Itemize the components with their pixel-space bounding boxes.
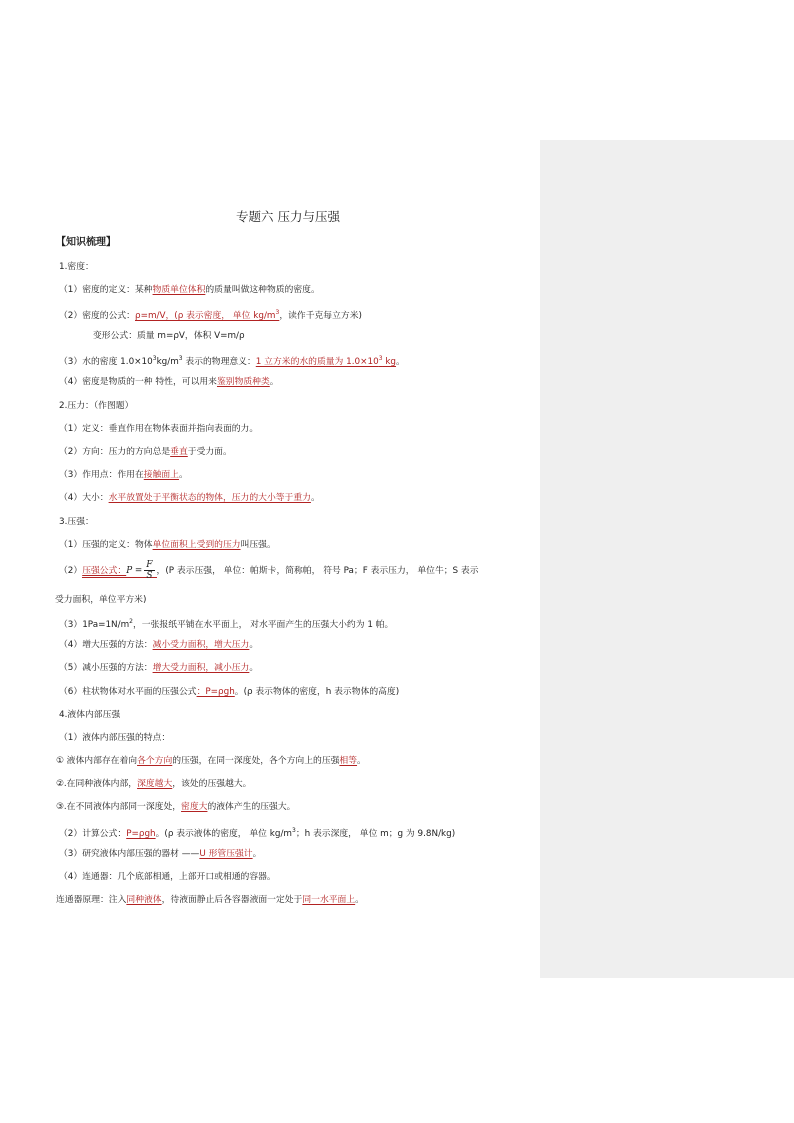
text-segment: （2）计算公式： bbox=[59, 828, 127, 839]
answer-blank: 密度大 bbox=[181, 802, 208, 812]
text-segment: 。 bbox=[178, 470, 188, 480]
liquid-calc-formula bbox=[59, 825, 455, 840]
pascal-definition bbox=[59, 616, 393, 631]
answer-blank bbox=[135, 311, 279, 321]
liquid-feature-3 bbox=[56, 801, 295, 813]
density-property bbox=[59, 376, 279, 388]
text-segment: （5）减小压强的方法： bbox=[59, 663, 153, 673]
superscript: 3 bbox=[292, 827, 296, 834]
liquid-feature-2 bbox=[56, 778, 251, 790]
liquid-heading: 4.液体内部压强 bbox=[59, 710, 121, 720]
answer-blank: 同一水平面上 bbox=[302, 895, 356, 905]
text-segment: 。 bbox=[396, 356, 405, 367]
pressure-formula-continued: 受力面积，单位平方米) bbox=[55, 595, 147, 605]
text-segment: 。 bbox=[310, 493, 320, 503]
answer-blank: 压强公式： bbox=[82, 566, 127, 576]
text-segment: ① 液体内部存在着向 bbox=[56, 756, 138, 766]
answer-blank: 水平放置处于平衡状态的物体，压力的大小等于重力 bbox=[108, 493, 311, 503]
density-variant-formula: 变形公式：质量 m=ρV，体积 V=m/ρ bbox=[93, 331, 245, 341]
text-segment: 1 立方米的水的质量为 1.0×10 bbox=[255, 356, 379, 367]
answer-blank: 垂直 bbox=[170, 447, 188, 457]
text-segment: 。(ρ 表示液体的密度， 单位 kg/m bbox=[155, 828, 292, 839]
text-segment: （4）大小： bbox=[59, 493, 109, 503]
formula-underline bbox=[82, 560, 156, 581]
connected-vessel-principle bbox=[56, 894, 364, 906]
text-segment: 。 bbox=[249, 663, 259, 673]
answer-blank: P=ρgh bbox=[126, 828, 156, 839]
text-segment: 。 bbox=[252, 849, 262, 859]
superscript: 3 bbox=[152, 355, 157, 362]
pressure-force-heading: 2.压力：（作图题） bbox=[59, 401, 134, 411]
water-density bbox=[59, 353, 405, 368]
text-segment: （2）方向：压力的方向总是 bbox=[59, 447, 171, 457]
page-title: 专题六 压力与压强 bbox=[236, 209, 340, 224]
text-segment: （4）增大压强的方法： bbox=[59, 640, 153, 650]
text-segment: ，(P 表示压强， 单位：帕斯卡，简称帕， 符号 Pa；F 表示压力， 单位牛；S 表示 bbox=[156, 566, 479, 576]
text-segment: （3）研究液体内部压强的器材 —— bbox=[59, 849, 200, 859]
text-segment: 叫压强。 bbox=[240, 540, 276, 550]
answer-blank: U 形管压强计 bbox=[199, 849, 253, 859]
pressure-force-direction bbox=[59, 446, 232, 458]
text-segment: （2） bbox=[59, 566, 83, 576]
liquid-feature-1 bbox=[56, 755, 366, 767]
superscript: 2 bbox=[129, 618, 133, 625]
text-segment: ，一张报纸平铺在水平面上， 对水平面产生的压强大小约为 1 帕。 bbox=[133, 619, 394, 630]
text-segment: （2）密度的公式： bbox=[59, 310, 135, 321]
increase-pressure bbox=[59, 639, 258, 651]
pressure-force-definition: （1）定义：垂直作用在物体表面并指向表面的力。 bbox=[59, 424, 259, 434]
text-segment: 。(ρ 表示物体的密度，h 表示物体的高度) bbox=[234, 687, 400, 697]
text-segment: kg bbox=[382, 356, 397, 367]
superscript: 3 bbox=[275, 309, 280, 316]
text-segment: （1）密度的定义：某种 bbox=[59, 285, 153, 295]
answer-blank: 各个方向 bbox=[137, 756, 173, 766]
text-segment: 连通器原理：注入 bbox=[56, 895, 127, 905]
text-segment: ③.在不同液体内部同一深度处， bbox=[56, 802, 182, 812]
answer-blank: 减小受力面积，增大压力 bbox=[152, 640, 250, 650]
fraction-f-over-s bbox=[144, 560, 154, 581]
answer-blank: 同种液体 bbox=[126, 895, 162, 905]
text-segment: ，该处的压强越大。 bbox=[172, 779, 252, 789]
text-segment: （1）压强的定义：物体 bbox=[59, 540, 153, 550]
pressure-heading: 3.压强： bbox=[59, 517, 94, 527]
text-segment: ；h 表示深度， 单位 m；g 为 9.8N/kg) bbox=[295, 828, 456, 839]
text-segment: 。 bbox=[269, 377, 279, 387]
answer-blank: 相等 bbox=[339, 756, 358, 766]
answer-blank: 接触面上 bbox=[143, 470, 179, 480]
answer-blank: 单位面积上受到的压力 bbox=[152, 540, 241, 550]
connected-vessel: （4）连通器：几个底部相通，上部开口或相通的容器。 bbox=[59, 872, 276, 882]
pressure-formula bbox=[59, 560, 479, 581]
text-segment: kg/m bbox=[156, 356, 179, 367]
text-segment: （3）水的密度 1.0×10 bbox=[59, 356, 153, 367]
answer-blank bbox=[256, 357, 396, 367]
comment-pane bbox=[540, 140, 794, 978]
answer-blank: ：P=ρgh bbox=[196, 687, 235, 697]
pressure-force-point bbox=[59, 469, 188, 481]
text-segment: ，读作千克每立方米) bbox=[279, 310, 362, 321]
formula-symbol: P = bbox=[126, 566, 143, 576]
text-segment: 特性 bbox=[152, 377, 173, 387]
pressure-force-size bbox=[59, 492, 320, 504]
answer-blank: 增大受力面积，减小压力 bbox=[152, 663, 250, 673]
fraction-denominator: S bbox=[146, 571, 153, 581]
liquid-features: （1）液体内部压强的特点： bbox=[59, 733, 171, 743]
text-segment: （3）1Pa=1N/m bbox=[59, 619, 130, 630]
superscript: 3 bbox=[178, 355, 183, 362]
superscript: 3 bbox=[378, 355, 383, 362]
text-segment: ρ=m/V，(ρ 表示密度， 单位 kg/m bbox=[134, 310, 276, 321]
answer-blank: 鉴别物质种类 bbox=[216, 377, 270, 387]
text-segment: 。 bbox=[249, 640, 259, 650]
text-segment: （3）作用点：作用在 bbox=[59, 470, 144, 480]
text-segment: 于受力面。 bbox=[187, 447, 232, 457]
column-pressure bbox=[59, 686, 399, 698]
text-segment: 的液体产生的压强大。 bbox=[207, 802, 296, 812]
density-definition bbox=[59, 284, 320, 296]
text-segment: ，可以用来 bbox=[172, 377, 217, 387]
text-segment: （6）柱状物体对水平面的压强公式 bbox=[59, 687, 197, 697]
pressure-definition bbox=[59, 539, 276, 551]
text-segment: （4）密度是物质的一种 bbox=[59, 377, 153, 387]
answer-blank: 深度越大 bbox=[137, 779, 173, 789]
text-segment: ②.在同种液体内部， bbox=[56, 779, 138, 789]
section-heading: 【知识梳理】 bbox=[56, 237, 116, 248]
liquid-tool bbox=[59, 848, 261, 860]
text-segment: 的压强，在同一深度处，各个方向上的压强 bbox=[172, 756, 340, 766]
density-formula bbox=[59, 307, 362, 322]
text-segment: 。 bbox=[357, 756, 366, 766]
decrease-pressure bbox=[59, 662, 258, 674]
fraction-numerator: F bbox=[146, 560, 153, 570]
density-heading: 1.密度： bbox=[59, 262, 94, 272]
text-segment: 。 bbox=[355, 895, 364, 905]
text-segment: ，待液面静止后各容器液面一定处于 bbox=[161, 895, 303, 905]
answer-blank: 物质单位体积 bbox=[152, 285, 206, 295]
text-segment: 表示的物理意义： bbox=[182, 356, 256, 367]
text-segment: 的质量叫做这种物质的密度。 bbox=[205, 285, 320, 295]
